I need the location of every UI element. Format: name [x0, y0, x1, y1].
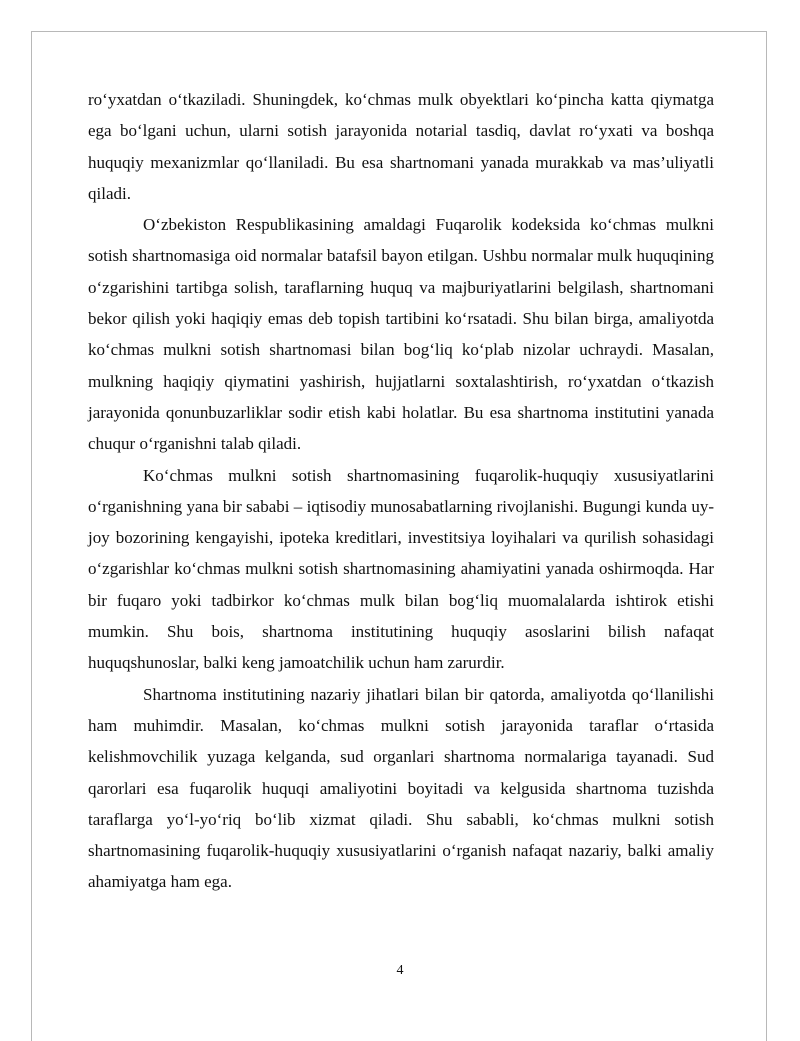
document-body — [88, 84, 714, 898]
paragraph-3: Ko‘chmas mulkni sotish shartnomasining fuqarolik-huquqiy xususiyatlarini o‘rganishning yana bir sababi – iqtisodiy munosabatlarning rivojlanishi. Bugungi kunda uy-joy bozorining kengayishi, ipoteka kreditlari, investitsiya loyihalari va qurilish sohasidagi o‘zgarishlar ko‘chmas mulkni sotish shartnomasining ahamiyatini yanada oshirmoqda. Har bir fuqaro yoki tadbirkor ko‘chmas mulk bilan bog‘liq muomalalarda ishtirok etishi mumkin. Shu bois, shartnoma institutining huquqiy asoslarini bilish nafaqat huquqshunoslar, balki keng jamoatchilik uchun ham zarurdir. — [88, 465, 714, 673]
page-number: 4 — [396, 963, 404, 978]
paragraph-4: Shartnoma institutining nazariy jihatlari bilan bir qatorda, amaliyotda qo‘llanilishi ham muhimdir. Masalan, ko‘chmas mulkni sotish jarayonida taraflar o‘rtasida kelishmovchilik yuzaga kelganda, sud organlari shartnoma normalariga tayanadi. Sud qarorlari esa fuqarolik huquqi amaliyotini boyitadi va kelgusida shartnoma tuzishda taraflarga yo‘l-yo‘riq bo‘lib xizmat qiladi. Shu sababli, ko‘chmas mulkni sotish shartnomasining fuqarolik-huquqiy xususiyatlarini o‘rganish nafaqat nazariy, balki amaliy ahamiyatga ham ega. — [88, 684, 714, 892]
paragraph-1: ro‘yxatdan o‘tkaziladi. Shuningdek, ko‘chmas mulk obyektlari ko‘pincha katta qiymatga ega bo‘lgani uchun, ularni sotish jarayonida notarial tasdiq, davlat ro‘yxati va boshqa huquqiy mexanizmlar qo‘llaniladi. Bu esa shartnomani yanada murakkab va mas’uliyatli qiladi. — [88, 90, 714, 203]
paragraph-2: O‘zbekiston Respublikasining amaldagi Fuqarolik kodeksida ko‘chmas mulkni sotish shartnomasiga oid normalar batafsil bayon etilgan. Ushbu normalar mulk huquqining o‘zgarishini tartibga solish, taraflarning huquq va majburiyatlarini belgilash, shartnomani bekor qilish yoki haqiqiy emas deb topish tartibini ko‘rsatadi. Shu bilan birga, amaliyotda ko‘chmas mulkni sotish shartnomasi bilan bog‘liq ko‘plab nizolar uchraydi. Masalan, mulkning haqiqiy qiymatini yashirish, hujjatlarni soxtalashtirish, ro‘yxatdan o‘tkazish jarayonida qonunbuzarliklar sodir etish kabi holatlar. Bu esa shartnoma institutini yanada chuqur o‘rganishni talab qiladi. — [88, 215, 714, 454]
